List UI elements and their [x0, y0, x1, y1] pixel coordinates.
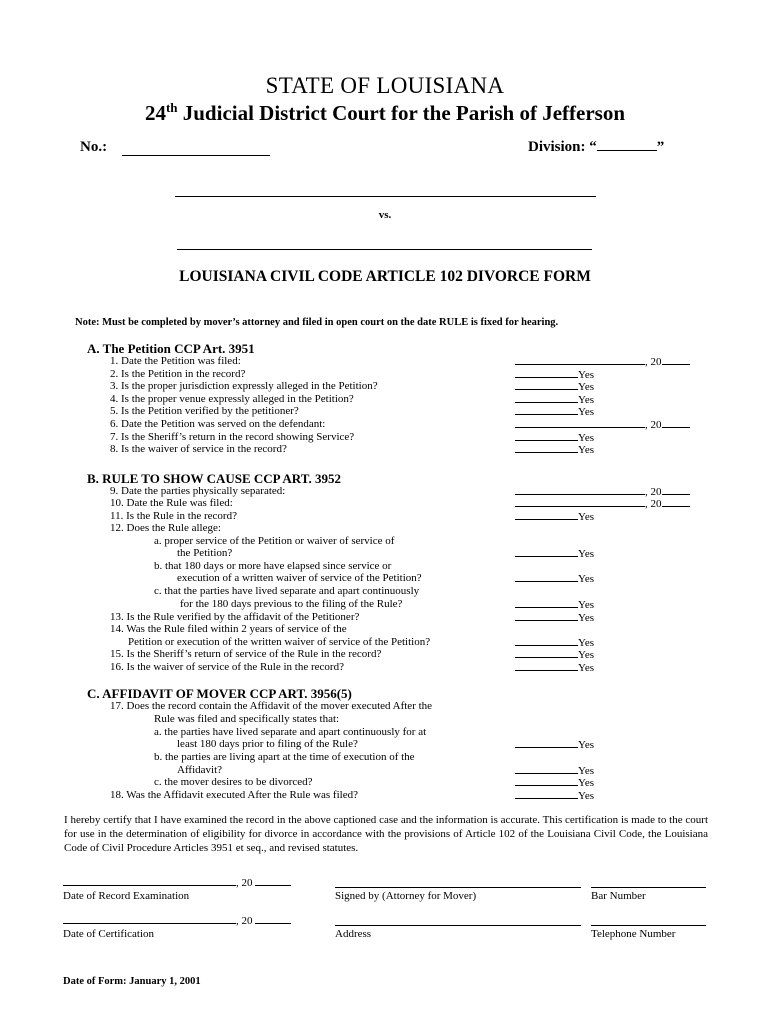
question-12c-cont: for the 180 days previous to the filing of the Rule? — [180, 598, 403, 610]
question-12a-cont: the Petition? — [177, 547, 233, 559]
question-16: 16. Is the waiver of service of the Rule in the record? — [110, 661, 344, 673]
telephone-number-label: Telephone Number — [591, 928, 676, 940]
answer-12b[interactable] — [515, 572, 594, 585]
answer-13[interactable] — [515, 611, 594, 624]
division-label-text: Division: “ — [528, 139, 597, 155]
yes-label: Yes — [578, 381, 595, 393]
yes-label: Yes — [578, 548, 595, 560]
form-date: Date of Form: January 1, 2001 — [63, 976, 201, 987]
plaintiff-field[interactable] — [175, 196, 596, 197]
question-17: 17. Does the record contain the Affidavit of the mover executed After the — [110, 700, 433, 712]
yes-label: Yes — [578, 394, 595, 406]
answer-12a[interactable] — [515, 547, 594, 560]
case-number-field[interactable] — [122, 155, 270, 156]
answer-1[interactable] — [515, 355, 690, 368]
court-number-suffix: th — [165, 100, 178, 115]
case-number-label: No.: — [80, 139, 108, 155]
question-12c: c. that the parties have lived separate and apart continuously — [154, 585, 420, 597]
yes-label: Yes — [578, 649, 595, 661]
question-9: 9. Date the parties physically separated: — [110, 485, 286, 497]
yes-label: Yes — [578, 777, 595, 789]
answer-17c[interactable] — [515, 776, 594, 789]
answer-10[interactable] — [515, 497, 690, 510]
certification-date-field[interactable] — [63, 914, 291, 927]
bar-number-label: Bar Number — [591, 890, 646, 902]
question-17-cont: Rule was filed and specifically states that: — [154, 713, 340, 725]
answer-18[interactable] — [515, 789, 594, 802]
year-prefix: , 20 — [236, 877, 253, 889]
question-15: 15. Is the Sheriff’s return of service of the Rule in the record? — [110, 648, 382, 660]
form-title: LOUISIANA CIVIL CODE ARTICLE 102 DIVORCE FORM — [179, 268, 591, 285]
date-of-record-examination-label: Date of Record Examination — [63, 890, 190, 902]
question-3: 3. Is the proper jurisdiction expressly alleged in the Petition? — [110, 380, 378, 392]
record-examination-date-field[interactable] — [63, 876, 291, 889]
yes-label: Yes — [578, 662, 595, 674]
question-18: 18. Was the Affidavit executed After the Rule was filed? — [110, 789, 358, 801]
year-prefix: , 20 — [236, 915, 253, 927]
answer-5[interactable] — [515, 405, 594, 418]
question-14-cont: Petition or execution of the written waiver of service of the Petition? — [128, 636, 431, 648]
state-title: STATE OF LOUISIANA — [265, 73, 505, 98]
yes-label: Yes — [578, 637, 595, 649]
yes-label: Yes — [578, 369, 595, 381]
year-label: , 20 — [645, 419, 662, 431]
question-12a: a. proper service of the Petition or waiver of service of — [154, 535, 395, 547]
yes-label: Yes — [578, 573, 595, 585]
question-12b: b. that 180 days or more have elapsed since service or — [154, 560, 392, 572]
court-number: 24 — [144, 101, 166, 125]
defendant-field[interactable] — [177, 249, 592, 250]
bar-number-field[interactable] — [591, 887, 706, 888]
answer-16[interactable] — [515, 661, 594, 674]
question-17a: a. the parties have lived separate and apart continuously for at — [154, 726, 427, 738]
question-7: 7. Is the Sheriff’s return in the record showing Service? — [110, 431, 355, 443]
question-8: 8. Is the waiver of service in the record? — [110, 443, 287, 455]
answer-8[interactable] — [515, 443, 594, 456]
versus-label: vs. — [378, 209, 392, 221]
certification-text: I hereby certify that I have examined the record in the above captioned case and the information is accurate. This certification is made to the court for use in the determination of eligibility for divorce in accordance with the provisions of Article 102 of the Louisiana Civil Code, the Louisiana Code of Civil Procedure Articles 3951 et seq., and revised statutes. — [64, 814, 708, 854]
court-title — [0, 100, 770, 126]
address-label: Address — [335, 928, 372, 940]
answer-17a[interactable] — [515, 738, 594, 751]
telephone-number-field[interactable] — [591, 925, 706, 926]
yes-label: Yes — [578, 432, 595, 444]
year-label: , 20 — [645, 356, 662, 368]
yes-label: Yes — [578, 599, 595, 611]
question-11: 11. Is the Rule in the record? — [110, 510, 237, 522]
signed-by-label: Signed by (Attorney for Mover) — [335, 890, 477, 902]
division-field[interactable] — [597, 141, 657, 151]
question-14: 14. Was the Rule filed within 2 years of service of the — [110, 623, 347, 635]
yes-label: Yes — [578, 790, 595, 802]
question-17c: c. the mover desires to be divorced? — [154, 776, 313, 788]
question-10: 10. Date the Rule was filed: — [110, 497, 233, 509]
question-17b-cont: Affidavit? — [177, 764, 223, 776]
attorney-signature-field[interactable] — [335, 887, 581, 888]
yes-label: Yes — [578, 511, 595, 523]
question-6: 6. Date the Petition was served on the defendant: — [110, 418, 326, 430]
section-b-title: B. RULE TO SHOW CAUSE CCP ART. 3952 — [87, 471, 341, 486]
division-label — [528, 139, 664, 156]
court-name: Judicial District Court for the Parish of Jefferson — [177, 101, 626, 125]
answer-15[interactable] — [515, 648, 594, 661]
address-field[interactable] — [335, 925, 581, 926]
answer-12c[interactable] — [515, 598, 594, 611]
note-text: Note: Must be completed by mover’s attorney and filed in open court on the date RULE is fixed for hearing. — [75, 317, 559, 328]
year-label: , 20 — [645, 498, 662, 510]
date-of-certification-label: Date of Certification — [63, 928, 155, 940]
answer-3[interactable] — [515, 380, 594, 393]
question-5: 5. Is the Petition verified by the petitioner? — [110, 405, 299, 417]
yes-label: Yes — [578, 765, 595, 777]
yes-label: Yes — [578, 612, 595, 624]
division-close-quote: ” — [656, 139, 665, 155]
question-17b: b. the parties are living apart at the time of execution of the — [154, 751, 415, 763]
yes-label: Yes — [578, 739, 595, 751]
answer-6[interactable] — [515, 418, 690, 431]
question-4: 4. Is the proper venue expressly alleged in the Petition? — [110, 393, 354, 405]
question-13: 13. Is the Rule verified by the affidavit of the Petitioner? — [110, 611, 360, 623]
question-12: 12. Does the Rule allege: — [110, 522, 221, 534]
question-1: 1. Date the Petition was filed: — [110, 355, 241, 367]
question-17a-cont: least 180 days prior to filing of the Rule? — [177, 738, 358, 750]
yes-label: Yes — [578, 444, 595, 456]
year-label: , 20 — [645, 486, 662, 498]
question-12b-cont: execution of a written waiver of service of the Petition? — [177, 572, 422, 584]
answer-11[interactable] — [515, 510, 594, 523]
section-c-title: C. AFFIDAVIT OF MOVER CCP ART. 3956(5) — [87, 686, 352, 701]
section-a-title: A. The Petition CCP Art. 3951 — [87, 341, 255, 356]
question-2: 2. Is the Petition in the record? — [110, 368, 246, 380]
yes-label: Yes — [578, 406, 595, 418]
